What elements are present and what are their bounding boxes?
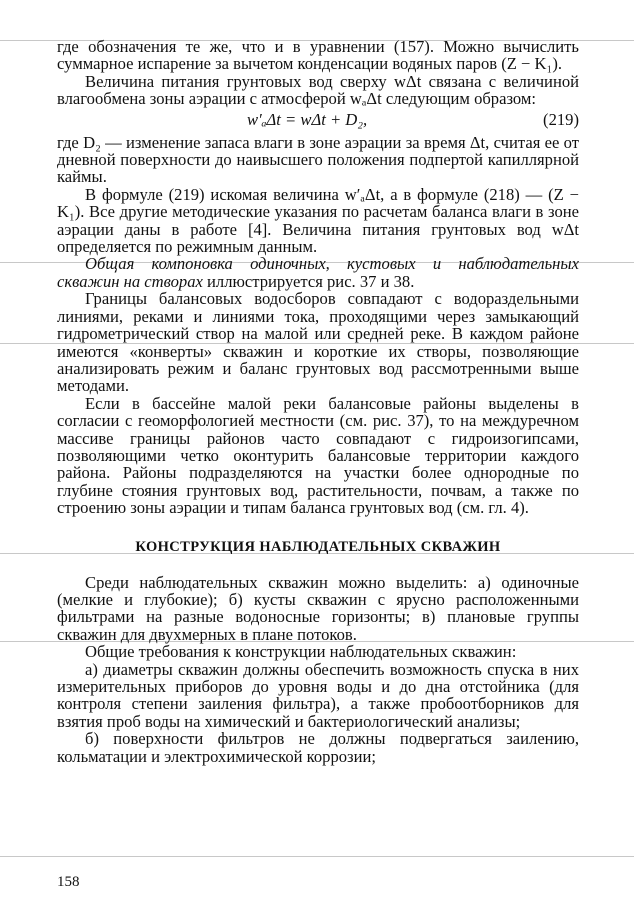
paragraph (57, 255, 579, 290)
paragraph: а) диаметры скважин должны обеспечить возможность спуска в них измерительных приборов до уровня воды и до дна отстойника (для контроля степени заиления фильтра), а также пробоотборников для взятия проб воды на химический и бактериологический анализы; (57, 659, 579, 731)
page-body (57, 38, 579, 765)
paragraph: Общие требования к конструкции наблюдательных скважин: (85, 642, 517, 662)
paragraph: В формуле (219) искомая величина w′ₐΔt, а в формуле (218) — (Z − K₁). Все другие методические указания по расчетам баланса влаги в зоне аэрации даны в работе [4]. Величина питания грунтовых вод wΔt определяется по режимным данным. (57, 184, 579, 257)
page-number: 158 (57, 874, 80, 890)
equation-219 (57, 110, 579, 132)
paragraph: б) поверхности фильтров не должны подвергаться заилению, кольматации и электрохимической коррозии; (57, 729, 579, 766)
paragraph: где обозначения те же, что и в уравнении (157). Можно вычислить суммарное испарение за вычетом конденсации водяных паров (Z − K₁). (57, 37, 579, 74)
italic-phrase: Общая компоновка одиночных, кустовых и наблюдательных скважин на створах (57, 254, 579, 291)
paragraph-rest: иллюстрируется рис. 37 и 38. (202, 271, 415, 291)
equation-number: (219) (543, 109, 579, 129)
section-heading: КОНСТРУКЦИЯ НАБЛЮДАТЕЛЬНЫХ СКВАЖИН (135, 538, 501, 555)
scan-line (0, 856, 634, 857)
paragraph: Величина питания грунтовых вод сверху wΔt связана с величиной влагообмена зоны аэрации с атмосферой wₐΔt следующим образом: (57, 71, 579, 109)
paragraph: Если в бассейне малой реки балансовые районы выделены в согласии с геоморфологией местности (см. рис. 37), то на междуречном массиве границы районов часто совпадают с гидроизогипсами, позволяющими четко оконтурить балансовые территории каждого района. Районы подразделяются на участки более однородные по глубине стояния грунтовых вод, растительности, почвам, а также по строению зоны аэрации и типам баланса грунтовых вод (см. гл. 4). (57, 393, 579, 518)
paragraph: Среди наблюдательных скважин можно выделить: а) одиночные (мелкие и глубокие); б) кусты скважин с ярусно расположенными фильтрами на разные водоносные горизонты; в) плановые группы скважин для двухмерных в плане потоков. (57, 572, 579, 644)
paragraph: Границы балансовых водосборов совпадают с водораздельными линиями, реками и линиями тока, проходящими через замыкающий гидрометрический створ на малой или средней реке. В каждом районе имеются «конверты» скважин и короткие их створы, позволяющие анализировать режим и баланс грунтовых вод рассмотренными выше методами. (57, 289, 579, 396)
paragraph: где D₂ — изменение запаса влаги в зоне аэрации за время Δt, считая ее от дневной поверхности до наивысшего положения подпертой капиллярной каймы. (57, 132, 579, 187)
equation-expression: w′ₐΔt = wΔt + D₂, (247, 109, 368, 129)
